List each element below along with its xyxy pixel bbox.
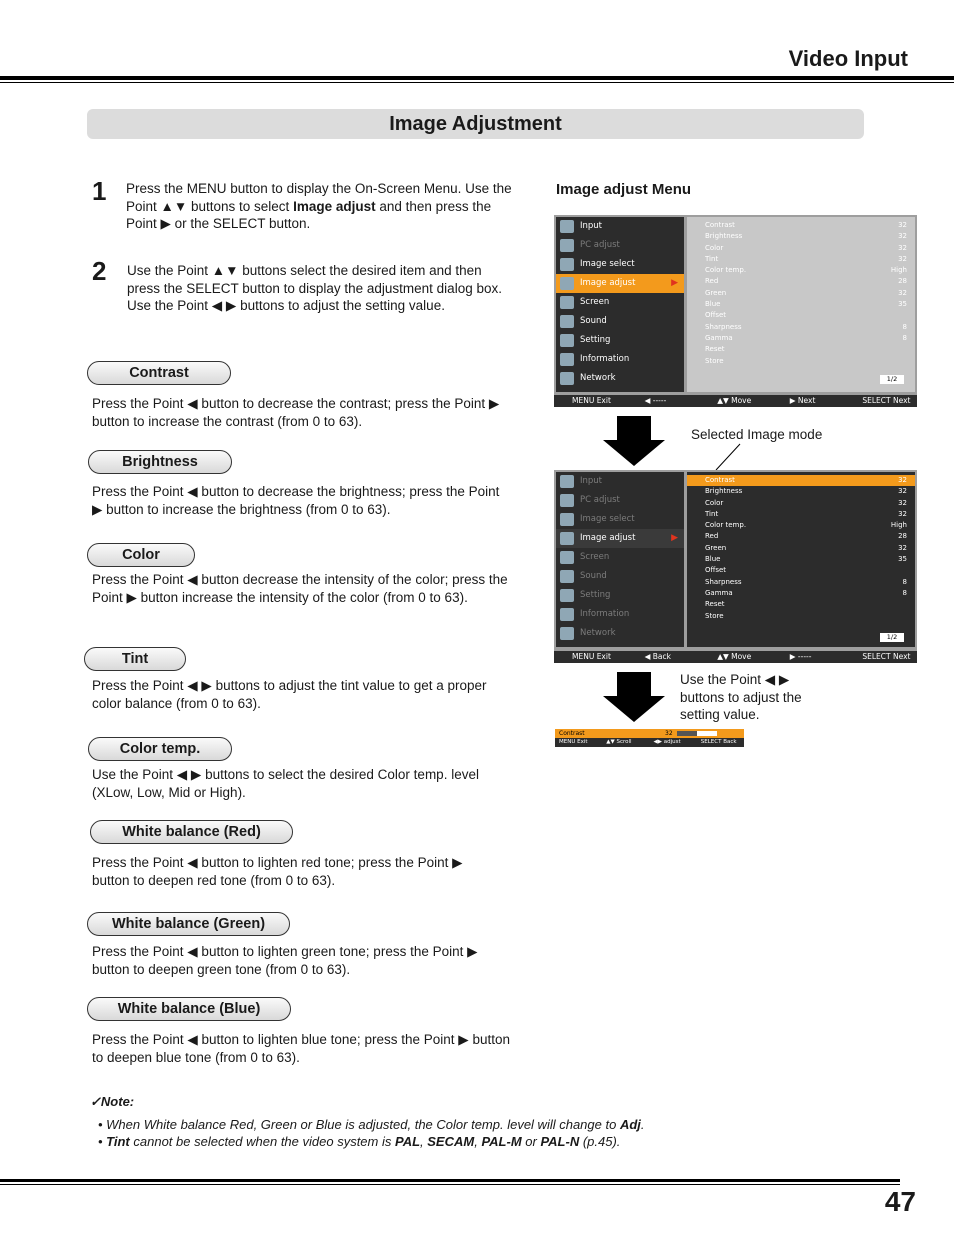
menu-item-icon xyxy=(560,513,574,526)
page-number: 47 xyxy=(884,1186,916,1217)
osd-menu-item xyxy=(556,236,684,255)
osd-setting-row xyxy=(687,276,915,287)
osd-setting-value: 32 xyxy=(898,254,907,263)
text-color-temp: Use the Point ◀ ▶ buttons to select the desired Color temp. level (XLow, Low, Mid or High). xyxy=(92,767,479,800)
osd-setting-label: Red xyxy=(705,532,719,541)
header-rule-thin xyxy=(0,82,954,83)
osd-setting-value: 8 xyxy=(902,577,907,586)
osd-setting-row xyxy=(687,265,915,276)
osd-menu-list xyxy=(556,217,684,392)
callout-leader-line xyxy=(712,442,744,472)
dialog-bar-item: ▲▼ Scroll xyxy=(606,739,632,745)
osd-setting-row xyxy=(687,356,915,367)
osd-setting-label: Gamma xyxy=(705,588,733,597)
osd-menu-item-label: PC adjust xyxy=(580,495,620,505)
osd-setting-value: 32 xyxy=(898,509,907,518)
osd-screenshot-selected xyxy=(554,470,917,663)
osd-bar-item: ▲▼ Move xyxy=(717,652,752,661)
osd-menu-item xyxy=(556,605,684,624)
heading-white-balance-green: White balance (Green) xyxy=(87,912,290,936)
osd-setting-label: Red xyxy=(705,277,719,286)
osd-setting-row xyxy=(687,520,915,531)
down-arrow-icon xyxy=(603,672,665,722)
osd-bar-item: ▶ Next xyxy=(789,396,816,405)
osd-setting-value: 8 xyxy=(902,333,907,342)
osd-setting-row xyxy=(687,254,915,265)
osd-setting-row xyxy=(687,588,915,599)
osd-bar-item: ◀ Back xyxy=(644,652,671,661)
osd-bar-item: ◀ ----- xyxy=(644,396,667,405)
osd-setting-value: 32 xyxy=(898,288,907,297)
osd-setting-label: Contrast xyxy=(705,476,735,484)
text-contrast: Press the Point ◀ button to decrease the contrast; press the Point ▶ button to increase the contrast (from 0 to 63). xyxy=(92,396,500,429)
osd-setting-row xyxy=(687,231,915,242)
osd-setting-row xyxy=(687,577,915,588)
osd-menu-item xyxy=(556,510,684,529)
osd-setting-value: 32 xyxy=(898,543,907,552)
osd-settings-panel xyxy=(687,217,915,392)
dialog-slider-fill xyxy=(677,731,697,736)
osd-setting-value: 32 xyxy=(898,232,907,241)
osd-menu-item xyxy=(556,217,684,236)
menu-item-icon xyxy=(560,608,574,621)
osd-setting-label: Color xyxy=(705,498,724,507)
menu-title: Image adjust Menu xyxy=(556,181,692,198)
osd-setting-row xyxy=(687,498,915,509)
down-arrow-icon xyxy=(603,416,665,466)
osd-menu-item-label: Sound xyxy=(580,571,607,581)
osd-setting-label: Reset xyxy=(705,600,725,609)
dialog-row xyxy=(555,729,744,738)
osd-setting-row xyxy=(687,611,915,622)
selected-arrow-icon: ▶ xyxy=(671,278,678,288)
osd-menu-item-label: PC adjust xyxy=(580,240,620,250)
menu-item-icon xyxy=(560,570,574,583)
osd-setting-label: Sharpness xyxy=(705,577,742,586)
osd-setting-row xyxy=(687,599,915,610)
checkmark-icon: ✓ xyxy=(90,1094,101,1109)
osd-setting-row xyxy=(687,509,915,520)
dialog-status-bar xyxy=(555,738,744,747)
dialog-slider xyxy=(677,731,717,736)
text-white-balance-blue: Press the Point ◀ button to lighten blue tone; press the Point ▶ button to deepen blue tone (from 0 to 63). xyxy=(92,1032,510,1065)
osd-status-bar xyxy=(554,395,917,407)
dialog-label: Contrast xyxy=(559,730,585,737)
osd-setting-label: Contrast xyxy=(705,221,735,229)
menu-item-icon xyxy=(560,296,574,309)
heading-brightness: Brightness xyxy=(88,450,232,474)
menu-item-icon xyxy=(560,315,574,328)
dialog-value: 32 xyxy=(665,730,673,737)
osd-setting-label: Brightness xyxy=(705,487,743,496)
osd-menu-item xyxy=(556,350,684,369)
menu-item-icon xyxy=(560,353,574,366)
step-number-2: 2 xyxy=(92,256,107,286)
menu-item-icon xyxy=(560,334,574,347)
osd-setting-row xyxy=(687,333,915,344)
osd-menu-item-label: Network xyxy=(580,373,616,383)
osd-setting-row xyxy=(687,531,915,542)
callout-selected-image-mode: Selected Image mode xyxy=(691,427,823,442)
osd-bar-item: MENU Exit xyxy=(572,396,611,405)
text-white-balance-green: Press the Point ◀ button to lighten green tone; press the Point ▶ button to deepen green tone (from 0 to 63). xyxy=(92,944,478,977)
osd-menu-item xyxy=(556,293,684,312)
osd-page-indicator: 1/2 xyxy=(880,633,904,642)
osd-setting-row xyxy=(687,243,915,254)
osd-setting-label: Tint xyxy=(705,254,719,263)
osd-menu-item xyxy=(556,491,684,510)
osd-menu-item-label: Input xyxy=(580,221,603,231)
step-2-text: Use the Point ▲▼ buttons select the desired item and then press the SELECT button to display the adjustment dialog box. Use the Point ◀ ▶ buttons to adjust the setting value. xyxy=(127,263,502,313)
osd-menu-item xyxy=(556,567,684,586)
osd-setting-label: Offset xyxy=(705,566,727,575)
osd-setting-value: 8 xyxy=(902,588,907,597)
osd-setting-row xyxy=(687,475,915,486)
osd-setting-value: 32 xyxy=(898,487,907,496)
osd-setting-row xyxy=(687,554,915,565)
heading-tint: Tint xyxy=(84,647,186,671)
osd-setting-value: 35 xyxy=(898,555,907,564)
osd-setting-label: Color temp. xyxy=(705,266,747,275)
osd-menu-item-label: Screen xyxy=(580,552,610,562)
menu-item-icon xyxy=(560,532,574,545)
osd-setting-value: High xyxy=(890,266,907,275)
osd-menu-item-label: Input xyxy=(580,476,603,486)
osd-setting-label: Store xyxy=(705,356,724,365)
heading-white-balance-red: White balance (Red) xyxy=(90,820,293,844)
osd-setting-label: Green xyxy=(705,543,727,552)
heading-contrast: Contrast xyxy=(87,361,231,385)
footer-rule xyxy=(0,1179,900,1182)
osd-menu-item xyxy=(556,331,684,350)
osd-setting-value: High xyxy=(890,521,907,530)
osd-setting-row xyxy=(687,486,915,497)
step-number-1: 1 xyxy=(92,176,107,206)
menu-item-icon xyxy=(560,627,574,640)
osd-setting-row xyxy=(687,288,915,299)
osd-bar-item: MENU Exit xyxy=(572,652,611,661)
osd-setting-value: 32 xyxy=(898,498,907,507)
osd-setting-row xyxy=(687,565,915,576)
osd-bar-item: ▶ ----- xyxy=(789,652,812,661)
osd-setting-value: 32 xyxy=(898,476,907,484)
osd-setting-row xyxy=(687,344,915,355)
menu-item-icon xyxy=(560,589,574,602)
osd-setting-label: Green xyxy=(705,288,727,297)
osd-setting-value: 35 xyxy=(898,300,907,309)
osd-setting-label: Color xyxy=(705,243,724,252)
osd-setting-row xyxy=(687,543,915,554)
menu-item-icon xyxy=(560,551,574,564)
osd-menu-item xyxy=(556,548,684,567)
callout-adjust-value: Use the Point ◀ ▶ buttons to adjust the setting value. xyxy=(680,672,802,722)
osd-menu-item xyxy=(556,369,684,388)
osd-setting-label: Brightness xyxy=(705,232,743,241)
osd-menu-item-label: Image select xyxy=(580,514,635,524)
heading-white-balance-blue: White balance (Blue) xyxy=(87,997,291,1021)
page-banner: Image Adjustment xyxy=(87,109,864,139)
dialog-bar-item: MENU Exit xyxy=(559,739,588,745)
menu-item-icon xyxy=(560,239,574,252)
osd-bar-item: ▲▼ Move xyxy=(717,396,752,405)
text-tint: Press the Point ◀ ▶ buttons to adjust the tint value to get a proper color balance (from 0 to 63). xyxy=(92,678,487,711)
osd-setting-value: 32 xyxy=(898,243,907,252)
menu-item-icon xyxy=(560,475,574,488)
header-rule xyxy=(0,76,954,80)
osd-setting-label: Gamma xyxy=(705,333,733,342)
osd-menu-item xyxy=(556,472,684,491)
osd-setting-row xyxy=(687,322,915,333)
osd-menu-item-label: Image adjust xyxy=(580,533,636,543)
note-line-1: • When White balance Red, Green or Blue is adjusted, the Color temp. level will change to Adj. xyxy=(98,1117,645,1132)
osd-page-indicator: 1/2 xyxy=(880,375,904,384)
menu-item-icon xyxy=(560,277,574,290)
osd-menu-item xyxy=(556,274,684,293)
osd-setting-value: 32 xyxy=(898,221,907,229)
menu-item-icon xyxy=(560,494,574,507)
osd-settings-panel xyxy=(687,472,915,647)
osd-setting-value: 28 xyxy=(898,277,907,286)
osd-setting-label: Color temp. xyxy=(705,521,747,530)
note-line-2: • Tint cannot be selected when the video system is PAL, SECAM, PAL-M or PAL-N (p.45). xyxy=(98,1134,621,1149)
osd-menu-item-label: Screen xyxy=(580,297,610,307)
osd-bar-item: SELECT Next xyxy=(862,652,911,661)
note-heading: ✓Note: xyxy=(90,1094,135,1109)
osd-menu-item xyxy=(556,529,684,548)
osd-setting-label: Offset xyxy=(705,311,727,320)
dialog-bar-item: SELECT Back xyxy=(700,739,737,745)
osd-setting-label: Reset xyxy=(705,345,725,354)
osd-menu-item xyxy=(556,255,684,274)
dialog-bar-item: ◀▶ adjust xyxy=(653,739,681,745)
osd-setting-value: 8 xyxy=(902,322,907,331)
osd-menu-item-label: Setting xyxy=(580,335,611,345)
osd-setting-label: Store xyxy=(705,611,724,620)
osd-status-bar xyxy=(554,651,917,663)
osd-setting-row xyxy=(687,310,915,321)
osd-setting-row xyxy=(687,299,915,310)
text-white-balance-red: Press the Point ◀ button to lighten red tone; press the Point ▶ button to deepen red tone (from 0 to 63). xyxy=(92,855,463,888)
osd-menu-item-label: Information xyxy=(580,354,630,364)
osd-menu-item-label: Setting xyxy=(580,590,611,600)
menu-item-icon xyxy=(560,258,574,271)
osd-setting-row xyxy=(687,220,915,231)
osd-adjust-dialog xyxy=(555,729,744,747)
step-1-text: Press the MENU button to display the On-Screen Menu. Use the Point ▲▼ buttons to select Image adjust and then press the Point ▶ or the SELECT button. xyxy=(126,181,512,231)
text-brightness: Press the Point ◀ button to decrease the brightness; press the Point ▶ button to increase the brightness (from 0 to 63). xyxy=(92,484,500,517)
osd-menu-item-label: Image select xyxy=(580,259,635,269)
osd-menu-item-label: Image adjust xyxy=(580,278,636,288)
osd-setting-label: Tint xyxy=(705,509,719,518)
osd-bar-item: SELECT Next xyxy=(862,396,911,405)
osd-setting-value: 28 xyxy=(898,532,907,541)
osd-menu-item xyxy=(556,312,684,331)
osd-menu-item xyxy=(556,624,684,643)
footer-rule-thin xyxy=(0,1184,900,1185)
osd-setting-label: Blue xyxy=(705,300,721,309)
menu-item-icon xyxy=(560,220,574,233)
osd-setting-label: Blue xyxy=(705,555,721,564)
osd-menu-item-label: Network xyxy=(580,628,616,638)
text-color: Press the Point ◀ button decrease the intensity of the color; press the Point ▶ button increase the intensity of the color (from 0 to 63). xyxy=(92,572,508,605)
osd-menu-item-label: Sound xyxy=(580,316,607,326)
menu-item-icon xyxy=(560,372,574,385)
osd-screenshot-menu xyxy=(554,215,917,407)
selected-arrow-icon: ▶ xyxy=(671,533,678,543)
osd-menu-list xyxy=(556,472,684,647)
heading-color-temp: Color temp. xyxy=(88,737,232,761)
osd-setting-label: Sharpness xyxy=(705,322,742,331)
osd-menu-item xyxy=(556,586,684,605)
section-title: Video Input xyxy=(788,46,908,71)
osd-menu-item-label: Information xyxy=(580,609,630,619)
heading-color: Color xyxy=(87,543,195,567)
